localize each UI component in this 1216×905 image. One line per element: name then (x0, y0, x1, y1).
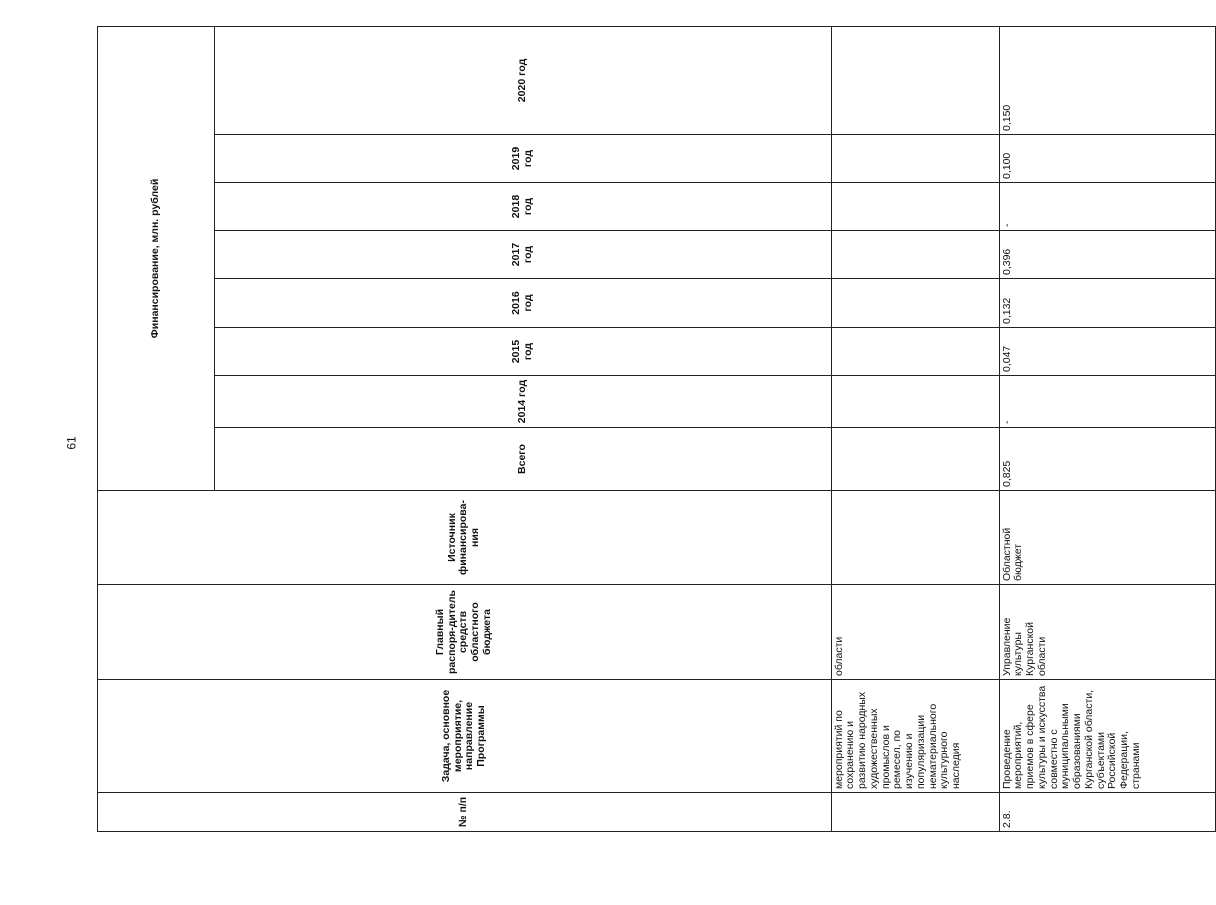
header-num: № п/п (98, 793, 832, 832)
cell-manager: области (831, 585, 999, 680)
header-manager: Главный распоря-дитель средств областного бюджета (98, 585, 832, 680)
financing-table (97, 26, 1216, 832)
cell-task: Проведение мероприятий, приемов в сфере культуры и искусства совместно с муниципальными образованиями Курганской области, субъектами Российской Федерации, странами (999, 680, 1216, 793)
cell-year: 0,047 (999, 328, 1216, 376)
cell-year (831, 328, 999, 376)
cell-source (831, 491, 999, 585)
page-number (62, 428, 82, 458)
cell-year (831, 376, 999, 428)
cell-year (831, 183, 999, 231)
cell-year (831, 135, 999, 183)
cell-task: мероприятий по сохранению и развитию народных художественных промыслов и ремесел, по изучению и популяризации нематериального культурного наследия (831, 680, 999, 793)
cell-year (831, 26, 999, 134)
header-year: 2020 год (214, 26, 831, 134)
cell-manager: Управление культуры Курганской области (999, 585, 1216, 680)
table-row (831, 26, 999, 831)
cell-num (831, 793, 999, 832)
cell-year: - (999, 376, 1216, 428)
header-financing: Финансирование, млн. рублей (98, 26, 215, 490)
cell-year: 0,100 (999, 135, 1216, 183)
header-year: 2014 год (214, 376, 831, 428)
header-total: Всего (214, 428, 831, 491)
header-task: Задача, основное мероприятие, направление Программы (98, 680, 832, 793)
rotated-table-container (97, 27, 1142, 832)
cell-year (831, 231, 999, 279)
cell-year: 0,132 (999, 279, 1216, 328)
cell-source: Областной бюджет (999, 491, 1216, 585)
header-source: Источник финансирова-ния (98, 491, 832, 585)
cell-year: 0,396 (999, 231, 1216, 279)
cell-total: 0,825 (999, 428, 1216, 491)
header-year: 2018 год (214, 183, 831, 231)
cell-total (831, 428, 999, 491)
cell-year: - (999, 183, 1216, 231)
header-year: 2017 год (214, 231, 831, 279)
table-row (999, 26, 1216, 831)
header-year: 2019 год (214, 135, 831, 183)
cell-num: 2.8. (999, 793, 1216, 832)
header-year: 2016 год (214, 279, 831, 328)
cell-year (831, 279, 999, 328)
table-header-row-1 (98, 26, 215, 831)
cell-year: 0,150 (999, 26, 1216, 134)
page-number-text: 61 (64, 436, 79, 450)
header-year: 2015 год (214, 328, 831, 376)
